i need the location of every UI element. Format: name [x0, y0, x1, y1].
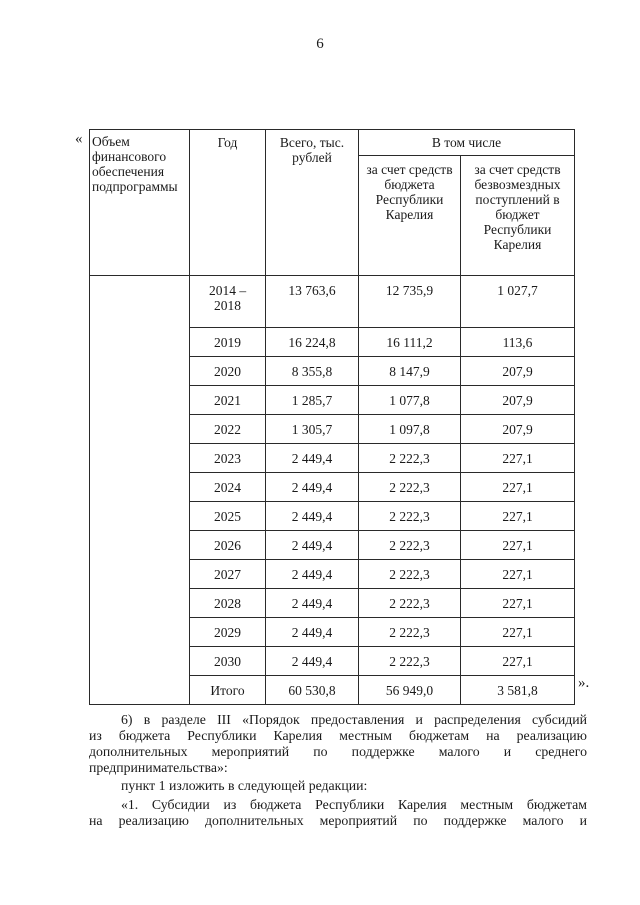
cell-total: 16 224,8	[266, 328, 359, 357]
closing-quote: ».	[578, 675, 590, 691]
cell-total: 8 355,8	[266, 357, 359, 386]
paragraph-line: 6) в разделе III «Порядок предоставления и распределения субсидий	[121, 712, 587, 727]
cell-grants: 227,1	[461, 589, 575, 618]
cell-total: 2 449,4	[266, 589, 359, 618]
cell-total: 2 449,4	[266, 473, 359, 502]
header-line: обеспечения	[92, 164, 165, 179]
cell-budget: 2 222,3	[359, 618, 461, 647]
cell-budget: 1 097,8	[359, 415, 461, 444]
table-row	[90, 276, 575, 328]
cell-grants: 3 581,8	[461, 676, 575, 705]
cell-total: 2 449,4	[266, 647, 359, 676]
header-financing-volume	[90, 130, 190, 276]
header-line: Карелия	[493, 237, 542, 252]
cell-budget: 2 222,3	[359, 444, 461, 473]
cell-grants: 227,1	[461, 618, 575, 647]
cell-year: 2022	[190, 415, 266, 444]
page-number: 6	[316, 36, 324, 52]
paragraph-line: на реализацию дополнительных мероприятий по поддержке малого и	[89, 813, 587, 828]
cell-grants: 1 027,7	[461, 276, 575, 328]
paragraph-quote-point	[89, 797, 587, 829]
cell-total: 2 449,4	[266, 531, 359, 560]
cell-year: 2030	[190, 647, 266, 676]
header-including: В том числе	[359, 130, 575, 156]
cell-budget: 16 111,2	[359, 328, 461, 357]
paragraph-line: предпринимательства»:	[89, 760, 228, 775]
cell-year: 2028	[190, 589, 266, 618]
header-budget-rk	[359, 156, 461, 276]
cell-budget: 2 222,3	[359, 531, 461, 560]
header-line: за счет средств	[366, 162, 453, 177]
header-line: бюджет	[495, 207, 540, 222]
cell-year: 2020	[190, 357, 266, 386]
financing-table	[89, 129, 575, 705]
paragraph-section-iii	[89, 712, 587, 776]
cell-grants: 227,1	[461, 560, 575, 589]
header-line: Объем	[92, 134, 130, 149]
cell-total: 60 530,8	[266, 676, 359, 705]
cell-budget: 2 222,3	[359, 473, 461, 502]
paragraph-line: «1. Субсидии из бюджета Республики Карелия местным бюджетам	[121, 797, 587, 812]
label-column-empty	[90, 276, 190, 705]
cell-budget: 1 077,8	[359, 386, 461, 415]
header-year: Год	[190, 130, 266, 276]
cell-budget: 8 147,9	[359, 357, 461, 386]
cell-budget: 2 222,3	[359, 589, 461, 618]
cell-total: 2 449,4	[266, 560, 359, 589]
cell-total: 1 285,7	[266, 386, 359, 415]
cell-year: 2023	[190, 444, 266, 473]
cell-budget: 2 222,3	[359, 502, 461, 531]
cell-year: 2019	[190, 328, 266, 357]
cell-year: 2027	[190, 560, 266, 589]
header-line: Республики	[375, 192, 444, 207]
header-total	[266, 130, 359, 276]
cell-year: Итого	[190, 676, 266, 705]
paragraph-line: дополнительных мероприятий по поддержке малого и среднего	[89, 744, 587, 759]
cell-year: 2024	[190, 473, 266, 502]
header-line: Всего, тыс.	[279, 135, 345, 150]
cell-grants: 113,6	[461, 328, 575, 357]
header-line: безвозмездных	[474, 177, 561, 192]
cell-budget: 12 735,9	[359, 276, 461, 328]
cell-grants: 227,1	[461, 444, 575, 473]
cell-year: 2014 – 2018	[190, 276, 266, 328]
header-line: подпрограммы	[92, 179, 178, 194]
cell-total: 2 449,4	[266, 444, 359, 473]
paragraph-point-1: пункт 1 изложить в следующей редакции:	[121, 778, 368, 793]
cell-year: 2029	[190, 618, 266, 647]
cell-total: 13 763,6	[266, 276, 359, 328]
header-line: за счет средств	[474, 162, 561, 177]
header-line: бюджета	[384, 177, 435, 192]
header-line: финансового	[92, 149, 167, 164]
cell-grants: 227,1	[461, 647, 575, 676]
cell-budget: 56 949,0	[359, 676, 461, 705]
cell-total: 2 449,4	[266, 502, 359, 531]
cell-grants: 227,1	[461, 473, 575, 502]
header-line: Республики	[483, 222, 552, 237]
cell-grants: 207,9	[461, 386, 575, 415]
cell-grants: 207,9	[461, 415, 575, 444]
cell-year: 2025	[190, 502, 266, 531]
header-line: поступлений в	[475, 192, 560, 207]
cell-total: 2 449,4	[266, 618, 359, 647]
cell-grants: 227,1	[461, 531, 575, 560]
cell-budget: 2 222,3	[359, 560, 461, 589]
cell-budget: 2 222,3	[359, 647, 461, 676]
cell-year: 2026	[190, 531, 266, 560]
header-line: рублей	[292, 150, 332, 165]
cell-year: 2021	[190, 386, 266, 415]
cell-grants: 227,1	[461, 502, 575, 531]
header-line: Карелия	[385, 207, 434, 222]
header-grants	[461, 156, 575, 276]
paragraph-line: из бюджета Республики Карелия местным бюджетам на реализацию	[89, 728, 587, 743]
cell-grants: 207,9	[461, 357, 575, 386]
cell-total: 1 305,7	[266, 415, 359, 444]
opening-quote: «	[75, 131, 83, 147]
